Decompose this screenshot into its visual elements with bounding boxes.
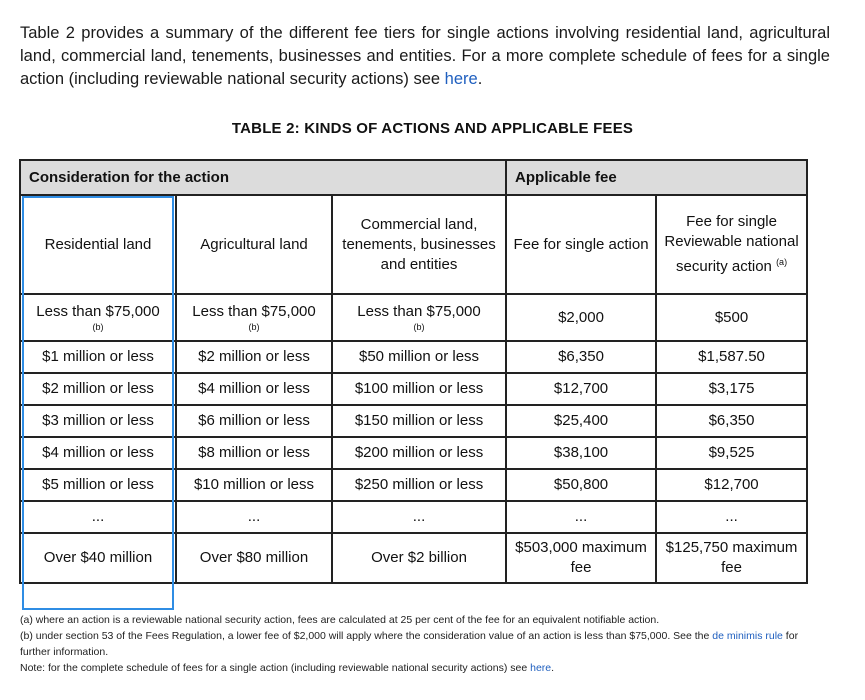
- col-reviewable-fee: [656, 195, 807, 294]
- cell-residential: $5 million or less: [20, 469, 176, 501]
- cell-single-fee: $12,700: [506, 373, 656, 405]
- table-notes: [20, 612, 820, 676]
- footnote-b-marker: (b): [413, 322, 425, 332]
- applicable-fee-header: Applicable fee: [506, 160, 807, 195]
- note-complete: [20, 660, 820, 676]
- cell-agricultural: $6 million or less: [176, 405, 332, 437]
- cell-agricultural: Over $80 million: [176, 533, 332, 583]
- cell-reviewable-fee: $3,175: [656, 373, 807, 405]
- table-row: [20, 294, 807, 341]
- cell-reviewable-fee: $125,750 maximum fee: [656, 533, 807, 583]
- footnote-b-marker: (b): [92, 322, 104, 332]
- fees-table: [19, 159, 808, 584]
- table-caption: TABLE 2: KINDS OF ACTIONS AND APPLICABLE FEES: [231, 120, 634, 137]
- cell-residential: $3 million or less: [20, 405, 176, 437]
- table-row: [20, 405, 807, 437]
- table-row: [20, 469, 807, 501]
- cell-single-fee: $2,000: [506, 294, 656, 341]
- cell-single-fee: $50,800: [506, 469, 656, 501]
- cell-single-fee: $25,400: [506, 405, 656, 437]
- cell-value: Less than $75,000: [192, 303, 316, 320]
- cell-residential: Over $40 million: [20, 533, 176, 583]
- cell-single-fee: $503,000 maximum fee: [506, 533, 656, 583]
- note-end: .: [551, 662, 555, 674]
- consideration-header: Consideration for the action: [20, 160, 506, 195]
- ellipsis-row: [20, 501, 807, 533]
- cell-reviewable-fee: $500: [656, 294, 807, 341]
- cell-commercial: $150 million or less: [332, 405, 506, 437]
- cell-single-fee: $6,350: [506, 341, 656, 373]
- column-header-row: [20, 195, 807, 294]
- cell-commercial: [332, 294, 506, 341]
- cell-reviewable-fee: $1,587.50: [656, 341, 807, 373]
- col-single-fee: Fee for single action: [506, 195, 656, 294]
- col-commercial: Commercial land, tenements, businesses and entities: [332, 195, 506, 294]
- cell-residential: $1 million or less: [20, 341, 176, 373]
- cell-agricultural: $10 million or less: [176, 469, 332, 501]
- table-row: [20, 341, 807, 373]
- ellipsis-cell: ...: [20, 501, 176, 533]
- cell-residential: $2 million or less: [20, 373, 176, 405]
- note-b-end: for further information.: [20, 630, 799, 658]
- cell-reviewable-fee: $12,700: [656, 469, 807, 501]
- cell-residential: $4 million or less: [20, 437, 176, 469]
- cell-commercial: $250 million or less: [332, 469, 506, 501]
- col-reviewable-label: Fee for single Reviewable national security action: [664, 213, 799, 275]
- group-header-row: [20, 160, 807, 195]
- cell-agricultural: $2 million or less: [176, 341, 332, 373]
- cell-agricultural: [176, 294, 332, 341]
- cell-agricultural: $4 million or less: [176, 373, 332, 405]
- ellipsis-cell: ...: [332, 501, 506, 533]
- ellipsis-cell: ...: [176, 501, 332, 533]
- table-row: [20, 437, 807, 469]
- col-agricultural: Agricultural land: [176, 195, 332, 294]
- note-b: [20, 628, 820, 660]
- cell-reviewable-fee: $9,525: [656, 437, 807, 469]
- table-row: [20, 373, 807, 405]
- cell-reviewable-fee: $6,350: [656, 405, 807, 437]
- cell-value: Less than $75,000: [36, 303, 160, 320]
- cell-value: Less than $75,000: [357, 303, 481, 320]
- footnote-a-marker: (a): [776, 257, 788, 267]
- cell-residential: [20, 294, 176, 341]
- table-row: [20, 533, 807, 583]
- intro-here-link[interactable]: here: [444, 70, 478, 88]
- intro-text: Table 2 provides a summary of the different fee tiers for single actions involving residential land, agricultural land, commercial land, tenements, businesses and entities. For a more complete schedule of fees for a single action (including reviewable national security actions) see: [20, 24, 830, 88]
- cell-commercial: $200 million or less: [332, 437, 506, 469]
- cell-commercial: Over $2 billion: [332, 533, 506, 583]
- ellipsis-cell: ...: [656, 501, 807, 533]
- note-here-link[interactable]: here: [530, 662, 552, 674]
- cell-single-fee: $38,100: [506, 437, 656, 469]
- intro-paragraph: [20, 22, 830, 91]
- footnote-b-marker: (b): [248, 322, 260, 332]
- note-a: (a) where an action is a reviewable national security action, fees are calculated at 25 per cent of the fee for an equivalent notifiable action.: [20, 614, 660, 626]
- cell-commercial: $50 million or less: [332, 341, 506, 373]
- col-residential: Residential land: [20, 195, 176, 294]
- note-b-text: (b) under section 53 of the Fees Regulation, a lower fee of $2,000 will apply where the consideration value of an action is less than $75,000. See the: [20, 630, 713, 642]
- intro-end: .: [477, 70, 483, 88]
- note-text: Note: for the complete schedule of fees for a single action (including reviewable national security actions) see: [20, 662, 531, 674]
- ellipsis-cell: ...: [506, 501, 656, 533]
- cell-agricultural: $8 million or less: [176, 437, 332, 469]
- cell-commercial: $100 million or less: [332, 373, 506, 405]
- de-minimis-link[interactable]: de minimis rule: [712, 630, 783, 642]
